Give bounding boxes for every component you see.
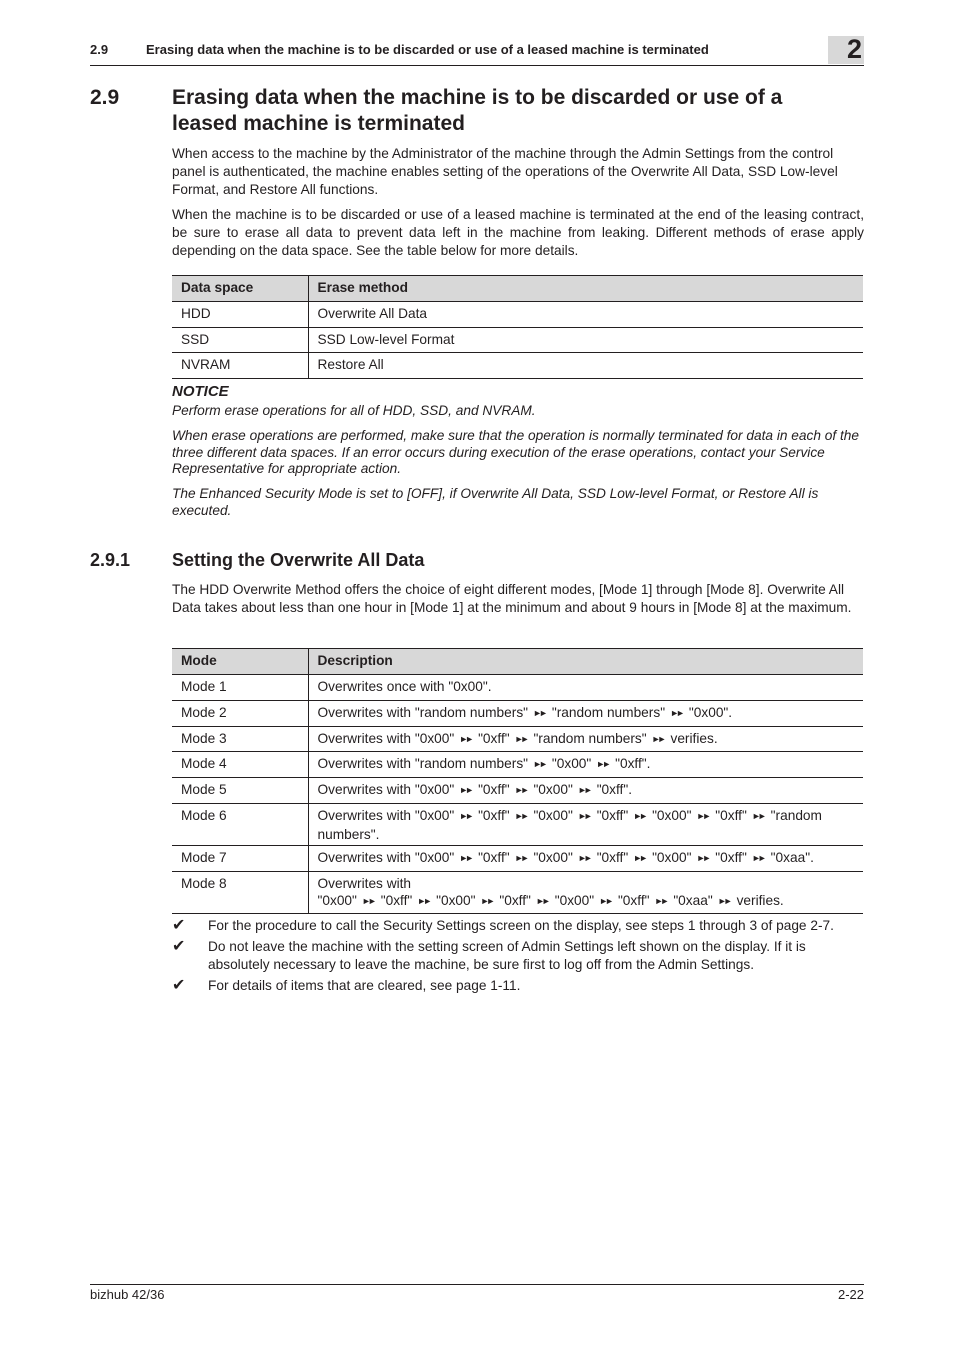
running-header-number: 2.9 <box>90 42 109 57</box>
mode-cell: Mode 5 <box>172 778 308 804</box>
description-step: Overwrites with "0x00" <box>317 849 455 865</box>
double-arrow-icon: ►► <box>361 895 374 906</box>
mode-cell: Mode 6 <box>172 803 308 845</box>
double-arrow-icon: ►► <box>717 895 730 906</box>
description-step: "0x00" <box>652 807 692 823</box>
description-step: "0xff" <box>478 807 510 823</box>
double-arrow-icon: ►► <box>535 895 548 906</box>
description-step: verifies. <box>736 892 784 908</box>
description-step: "0xff". <box>596 782 633 798</box>
overwrite-paragraph: The HDD Overwrite Method offers the choice of eight different modes, [Mode 1] through [Mode 8]. Overwrite All Data takes about less than one hour in [Mode 1] at the minimum and about 9 hours in [Mode 8] at the maximum. <box>172 582 852 615</box>
description-step: "0x00". <box>688 704 733 720</box>
description-step: "0xff" <box>478 730 510 746</box>
description-step: "0xff" <box>715 807 747 823</box>
bullet-text: For the procedure to call the Security Settings screen on the display, see steps 1 through 3 of page 2-7. <box>208 918 834 933</box>
mode-cell: Mode 8 <box>172 871 308 913</box>
check-icon: ✔ <box>172 977 186 994</box>
bullet-item <box>172 917 864 935</box>
description-step: "0xff" <box>715 849 747 865</box>
description-cell <box>308 778 863 804</box>
bullet-item <box>172 938 864 974</box>
description-step: "random numbers" <box>533 730 647 746</box>
double-arrow-icon: ►► <box>514 852 527 863</box>
footer-model: bizhub 42/36 <box>90 1287 165 1302</box>
double-arrow-icon: ►► <box>514 785 527 796</box>
table-row <box>172 726 863 752</box>
intro-paragraph: When access to the machine by the Administrator of the machine through the Admin Settings from the control panel is authenticated, the machine enables setting of the operations of the Overwrite All Data, SSD Low-level Format, and Restore All functions. <box>172 146 838 197</box>
subsection-title: Setting the Overwrite All Data <box>172 550 425 570</box>
description-cell <box>308 845 863 871</box>
description-step: Overwrites once with "0x00". <box>317 679 492 694</box>
description-step: "0xff" <box>478 782 510 798</box>
description-step: "0x00" <box>533 849 573 865</box>
double-arrow-icon: ►► <box>670 707 682 718</box>
section-number: 2.9 <box>90 86 120 109</box>
check-icon: ✔ <box>172 938 186 955</box>
double-arrow-icon: ►► <box>577 852 590 863</box>
column-header-erase-method: Erase method <box>308 276 863 302</box>
description-step: "0x00" <box>652 849 692 865</box>
double-arrow-icon: ►► <box>533 759 545 770</box>
discard-paragraph: When the machine is to be discarded or use of a leased machine is terminated at the end of the leasing contract, be sure to erase all data to prevent data left in the machine from leaking. Different methods of erase apply depending on the data space. See the table below for more details. <box>172 207 864 258</box>
description-step: Overwrites with "random numbers" <box>317 756 529 772</box>
section-title-line-1: Erasing data when the machine is to be discarded or use of a <box>172 86 783 109</box>
mode-cell: Mode 2 <box>172 700 308 726</box>
notice-title: NOTICE <box>172 383 229 400</box>
description-step: "0x00" <box>436 892 476 908</box>
notice-paragraph-2: When erase operations are performed, make sure that the operation is normally terminated for data in each of the three different data spaces. If an error occurs during execution of the erase operations, contact your Service Representative for appropriate action. <box>172 428 860 476</box>
double-arrow-icon: ►► <box>633 810 646 821</box>
description-step: "0xff" <box>478 849 510 865</box>
table-row <box>172 778 863 804</box>
description-step: Overwrites with "0x00" <box>317 730 455 746</box>
description-cell <box>308 700 863 726</box>
table-row <box>172 845 863 871</box>
table-row <box>172 302 863 328</box>
double-arrow-icon: ►► <box>599 895 611 906</box>
column-header-mode: Mode <box>172 649 308 675</box>
description-cell <box>308 675 863 701</box>
description-step: "0xff" <box>499 892 531 908</box>
description-step: "0xaa". <box>770 849 814 865</box>
double-arrow-icon: ►► <box>480 895 493 906</box>
notice-paragraph-1: Perform erase operations for all of HDD, SSD, and NVRAM. <box>172 403 536 418</box>
description-cell <box>308 803 863 845</box>
column-header-description: Description <box>308 649 863 675</box>
erase-method-cell: SSD Low-level Format <box>308 327 863 353</box>
double-arrow-icon: ►► <box>417 895 430 906</box>
mode-cell: Mode 3 <box>172 726 308 752</box>
description-step: "random numbers". <box>317 807 822 842</box>
data-space-cell: SSD <box>172 327 308 353</box>
double-arrow-icon: ►► <box>459 785 472 796</box>
section-title <box>172 85 782 137</box>
erase-method-table <box>172 275 863 379</box>
double-arrow-icon: ►► <box>751 852 764 863</box>
table-row <box>172 353 863 379</box>
footer-rule <box>90 1284 864 1285</box>
double-arrow-icon: ►► <box>514 733 527 744</box>
double-arrow-icon: ►► <box>577 785 590 796</box>
mode-cell: Mode 4 <box>172 752 308 778</box>
description-step: Overwrites with "0x00" <box>317 875 412 908</box>
subsection-number: 2.9.1 <box>90 550 131 570</box>
double-arrow-icon: ►► <box>533 707 545 718</box>
double-arrow-icon: ►► <box>696 810 709 821</box>
description-step: "0x00" <box>533 782 573 798</box>
data-space-cell: HDD <box>172 302 308 328</box>
description-step: Overwrites with "0x00" <box>317 807 455 823</box>
description-step: verifies. <box>670 730 718 746</box>
description-step: "0x00" <box>554 892 595 908</box>
overwrite-mode-table <box>172 648 863 914</box>
chapter-number: 2 <box>846 34 862 64</box>
bullet-text: Do not leave the machine with the setting screen of Admin Settings left shown on the display. If it is absolutely necessary to leave the machine, be sure first to log off from the Admin Settings. <box>208 939 806 972</box>
mode-cell: Mode 1 <box>172 675 308 701</box>
double-arrow-icon: ►► <box>696 852 709 863</box>
double-arrow-icon: ►► <box>459 852 472 863</box>
description-step: "0xff" <box>380 892 413 908</box>
double-arrow-icon: ►► <box>459 810 472 821</box>
double-arrow-icon: ►► <box>751 810 764 821</box>
double-arrow-icon: ►► <box>633 852 646 863</box>
data-space-cell: NVRAM <box>172 353 308 379</box>
description-step: Overwrites with "0x00" <box>317 782 455 798</box>
table-row <box>172 327 863 353</box>
table-row <box>172 675 863 701</box>
section-title-line-2: leased machine is terminated <box>172 112 465 135</box>
running-header-title: Erasing data when the machine is to be discarded or use of a leased machine is terminated <box>146 42 709 57</box>
description-step: "0xff". <box>615 756 651 772</box>
column-header-data-space: Data space <box>172 276 308 302</box>
chapter-tab <box>828 36 864 64</box>
double-arrow-icon: ►► <box>654 895 667 906</box>
table-row <box>172 700 863 726</box>
erase-method-cell: Restore All <box>308 353 863 379</box>
description-step: "0x00" <box>551 756 592 772</box>
running-header <box>90 42 864 66</box>
bullet-text: For details of items that are cleared, see page 1-11. <box>208 978 521 993</box>
table-row <box>172 803 863 845</box>
table-header-row <box>172 276 863 302</box>
double-arrow-icon: ►► <box>596 759 609 770</box>
description-step: "random numbers" <box>551 704 666 720</box>
double-arrow-icon: ►► <box>514 810 527 821</box>
erase-method-cell: Overwrite All Data <box>308 302 863 328</box>
double-arrow-icon: ►► <box>459 733 472 744</box>
double-arrow-icon: ►► <box>651 733 664 744</box>
table-header-row <box>172 649 863 675</box>
description-step: "0x00" <box>533 807 573 823</box>
mode-cell: Mode 7 <box>172 845 308 871</box>
check-icon: ✔ <box>172 917 186 934</box>
description-step: "0xff" <box>596 807 629 823</box>
description-step: Overwrites with "random numbers" <box>317 704 529 720</box>
table-row <box>172 871 863 913</box>
description-cell <box>308 726 863 752</box>
notice-paragraph-3: The Enhanced Security Mode is set to [OFF], if Overwrite All Data, SSD Low-level Format, or Restore All is executed. <box>172 486 819 518</box>
description-cell <box>308 752 863 778</box>
description-step: "0xaa" <box>673 892 713 908</box>
bullet-item <box>172 977 864 995</box>
description-cell <box>308 871 863 913</box>
table-row <box>172 752 863 778</box>
double-arrow-icon: ►► <box>577 810 590 821</box>
description-step: "0xff" <box>617 892 650 908</box>
description-step: "0xff" <box>596 849 629 865</box>
footer-page-number: 2-22 <box>837 1287 864 1302</box>
